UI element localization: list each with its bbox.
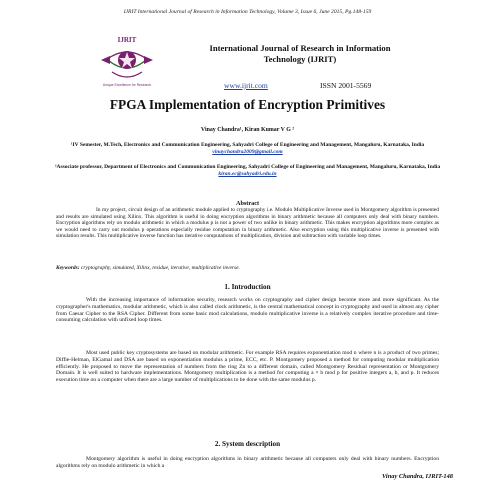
affiliation-1-text: ¹IV Semester, M.Tech, Electronics and Communication Engineering, Sahyadri College of Engineering and Management, Mangaluru, Karnataka, India bbox=[70, 142, 425, 148]
running-head: IJRIT International Journal of Research in Information Technology, Volume 3, Issue 6, June 2015, Pg.148-159 bbox=[123, 9, 372, 15]
keywords bbox=[56, 265, 439, 272]
ijrit-logo bbox=[98, 30, 156, 90]
affiliation-2 bbox=[40, 164, 455, 178]
page-footer: Vinay Chandra, IJRIT-148 bbox=[382, 473, 453, 480]
ijrit-logo-graphic bbox=[98, 30, 156, 90]
paragraph: Most used public key cryptosystems are based on modular arithmetic. For example RSA requires exponentiation mod n where n is a product of two primes; Diffie-Helman, ElGamal and DSA are based on exponentiation modulus a prime, ECC, etc. P. Montgomery proposed a method for computing modular multiplication efficiently. He proposed to move the representation of numbers from the ring Zn to a different domain, called Montgomery Residual representation or Montgomery Domain. It is well suited to hardware implementations. Montgomery multiplication is a method for computing a × b mod p for positive integers a, b, and p. It reduces execution time on a computer when there are a large number of multiplications to be done with the same modulus p. bbox=[56, 350, 439, 383]
svg-text:IJRIT: IJRIT bbox=[117, 36, 137, 44]
journal-issn: ISSN 2001-5569 bbox=[320, 81, 372, 90]
affiliation-2-text: ²Associate professor, Department of Electronics and Communication Engineering, Sahyadri College of Engineering and Management, Mangaluru, Karnataka, India bbox=[54, 164, 441, 170]
paper-title: FPGA Implementation of Encryption Primitives bbox=[109, 97, 386, 112]
journal-url-link[interactable]: www.ijrit.com bbox=[224, 81, 268, 90]
journal-name: International Journal of Research in Information Technology (IJRIT) bbox=[209, 43, 391, 64]
email-2-link[interactable]: kiran.ec@sahyadri.edu.in bbox=[218, 170, 277, 177]
keywords-text: cryptography, simulated, Xilinx, residue, iterative, multiplicative inverse. bbox=[79, 265, 240, 271]
email-1-link[interactable]: vinaychandra2009@gmail.com bbox=[212, 148, 283, 155]
paragraph: With the increasing importance of information security, research works on cryptography and cipher design become more and more significant. As the cryptographer's mathematics, modular arithmetic, which is also called clock arithmetic, is the central mathematical concept in cryptography and used in almost any cipher from Caesar Cipher to the RSA Cipher. Different from some basic mod calculations, modulo multiplicative inverse is a relatively complex iterative procedure and time-consuming calculation with unfixed loop times. bbox=[56, 297, 439, 324]
svg-text:Unique Excellence for Research: Unique Excellence for Research bbox=[102, 83, 152, 87]
section-heading-system-description: 2. System description bbox=[214, 440, 281, 448]
abstract-body: In my project, circuit design of an arithmetic module applied to cryptography i.e. Modulo Multiplicative Inverse used in Montgomery algorithm is presented and results are simulated using Xilinx. This algorithm is useful in doing encryption algorithms in binary arithmetic because all computers only deal with binary numbers. Encryption algorithms rely on modulo arithmetic in which a modulus p is not a power of two unlike in binary arithmetic. This makes encryption algorithms more complex as we would need to carry out modulus p operations especially residue computation in binary arithmetic. Also encryption using this multiplicative inverse is presented with simulation results. This multiplicative inverse function has iterative computations of multiplication, division and subtraction with variable loop times. bbox=[56, 207, 439, 240]
paper-authors: Vinay Chandra¹, Kiran Kumar V G ² bbox=[200, 127, 295, 133]
paragraph: Montgomery algorithm is useful in doing encryption algorithms in binary arithmetic because all computers only deal with binary numbers. Encryption algorithms rely on modulo arithmetic in which a bbox=[56, 456, 439, 469]
section-heading-introduction: 1. Introduction bbox=[224, 283, 271, 291]
keywords-label: Keywords: bbox=[56, 265, 80, 271]
affiliation-1 bbox=[40, 142, 455, 156]
abstract-heading: Abstract bbox=[235, 200, 260, 207]
